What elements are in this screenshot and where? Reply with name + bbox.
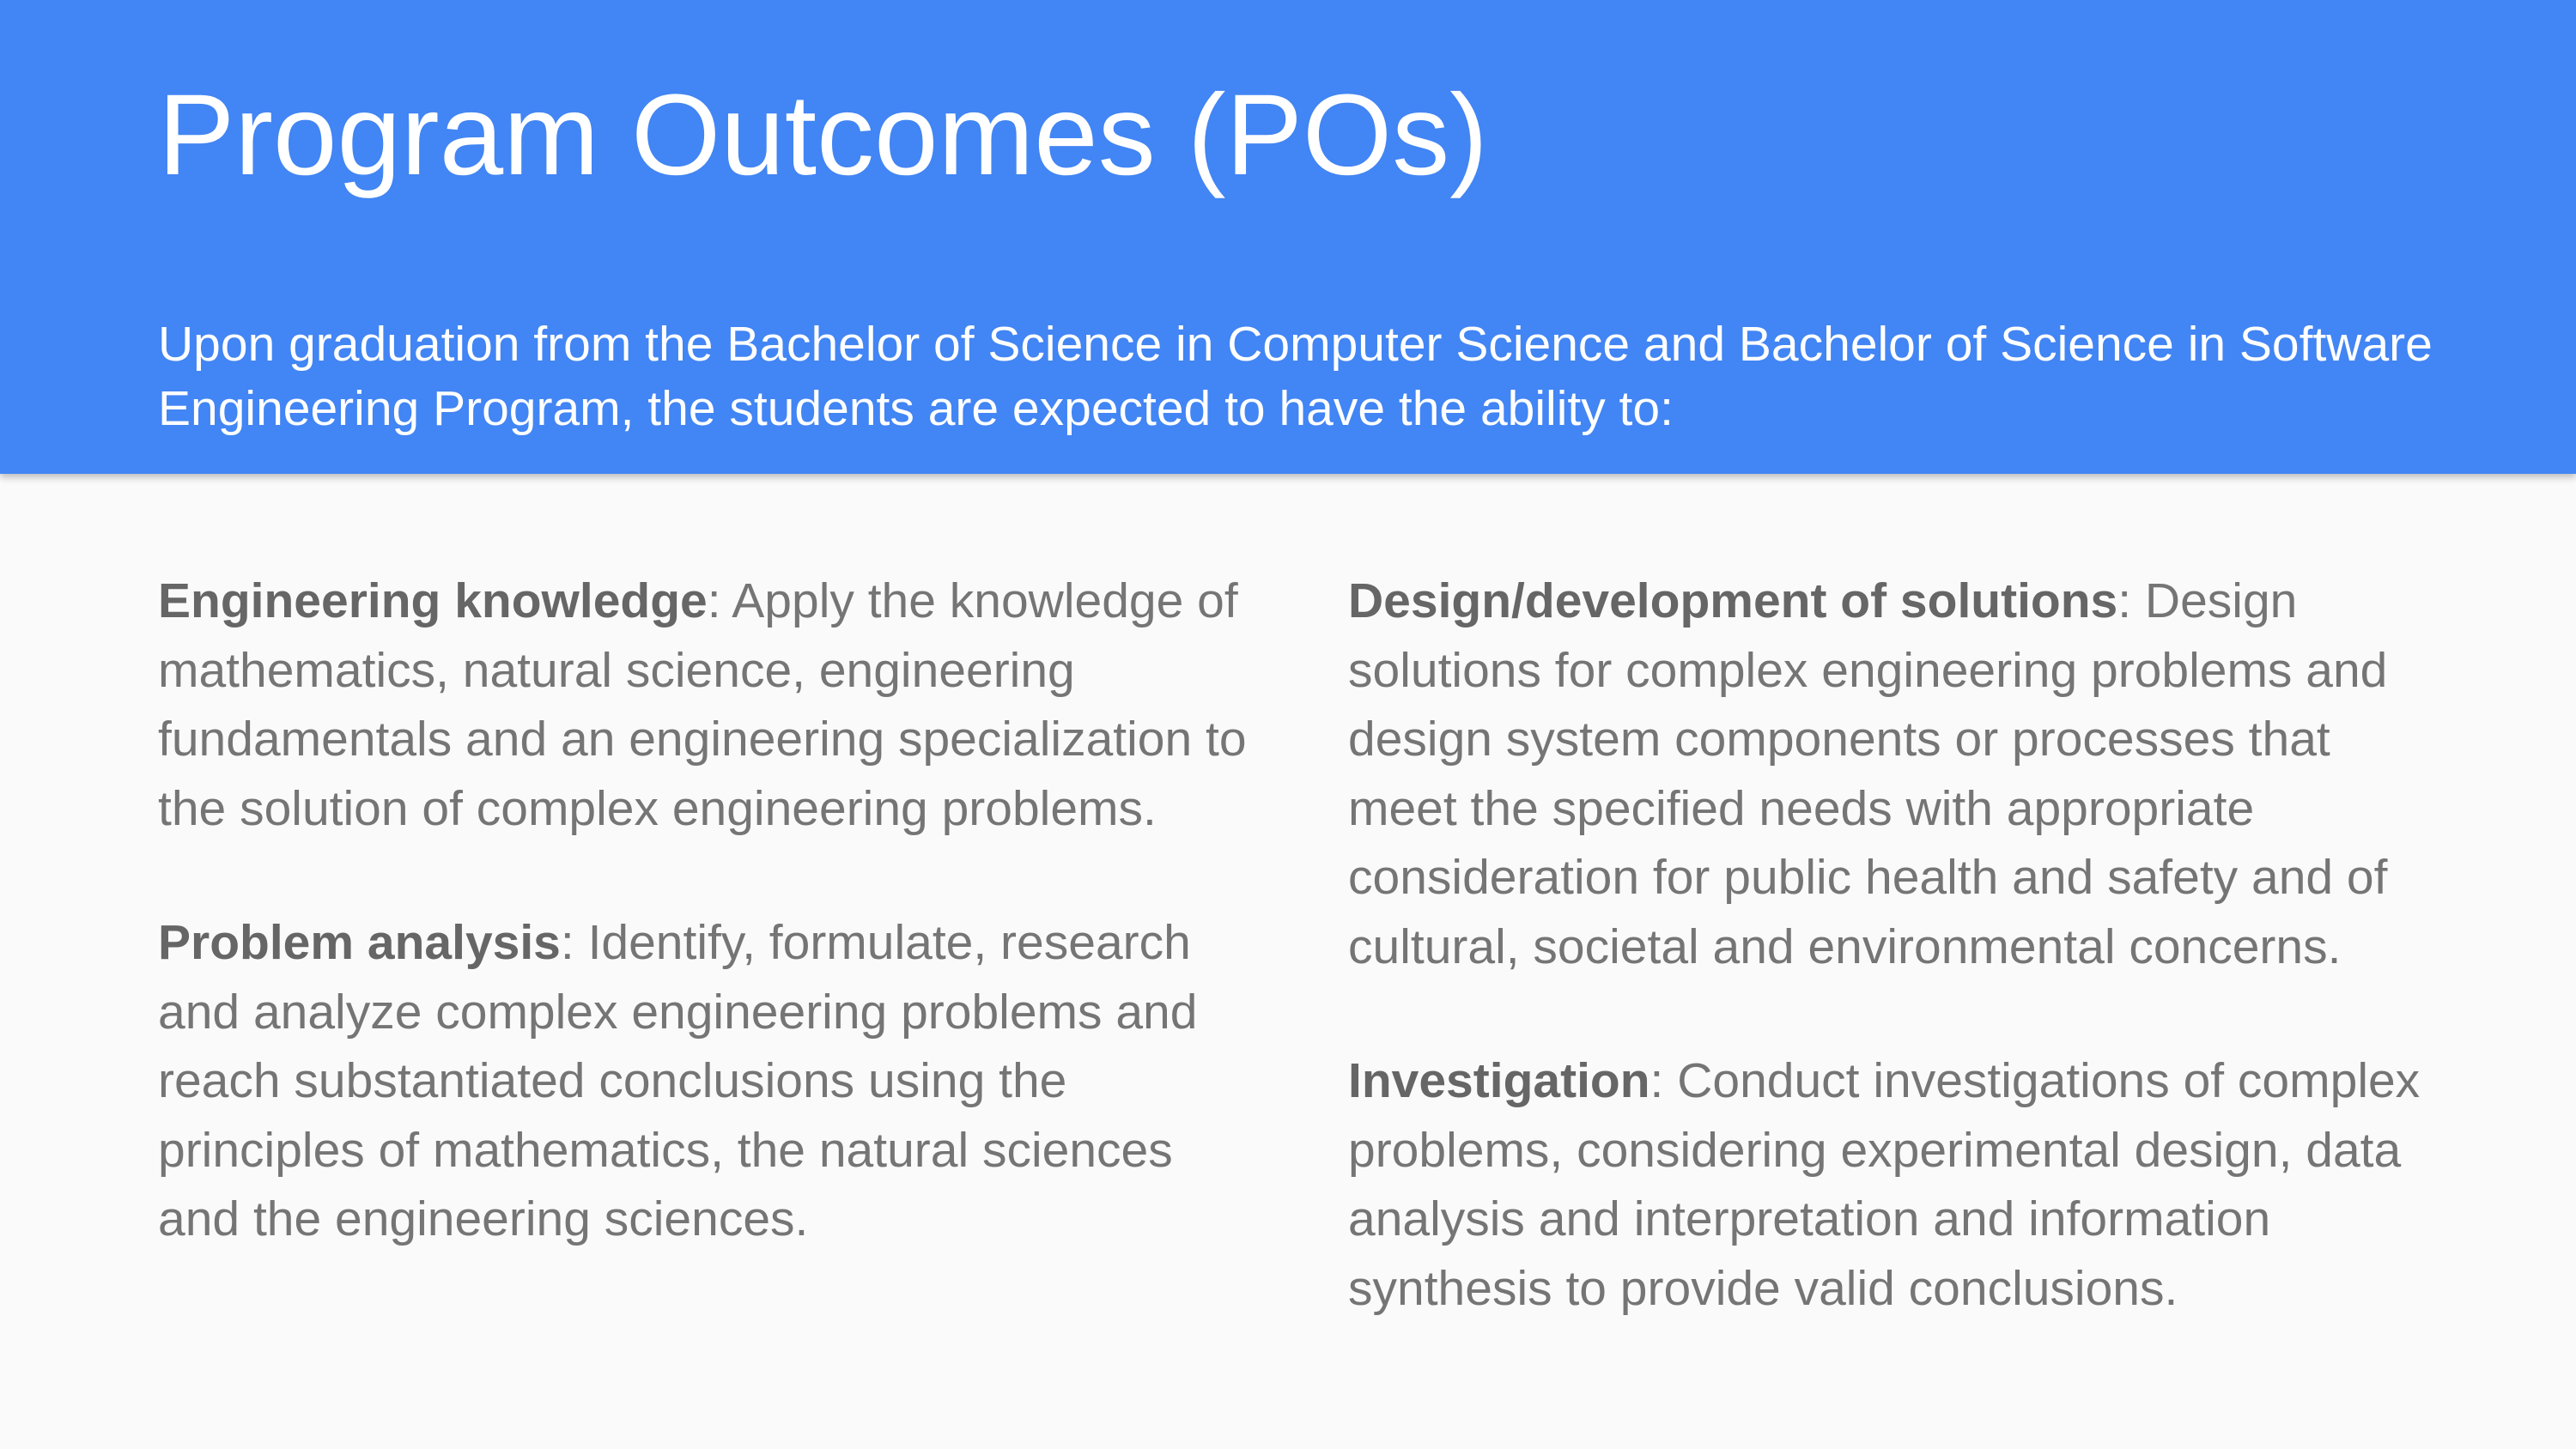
outcome-engineering-knowledge <box>158 567 1257 843</box>
outcome-term: Investigation <box>1348 1053 1650 1108</box>
outcomes-column-right <box>1348 567 2447 1388</box>
header-banner <box>0 0 2576 474</box>
page-subtitle: Upon graduation from the Bachelor of Science in Computer Science and Bachelor of Science in Software Engineering Program, the students are expected to have the ability to: <box>158 317 2433 436</box>
outcomes-column-left <box>158 567 1257 1319</box>
outcome-problem-analysis <box>158 908 1257 1254</box>
outcome-description: : Identify, formulate, research and analyze complex engineering problems and reach substantiated conclusions using the principles of mathematics, the natural sciences and the engineering sciences. <box>158 915 1198 1246</box>
outcome-investigation <box>1348 1046 2447 1323</box>
outcome-term: Design/development of solutions <box>1348 573 2118 628</box>
outcome-description: : Conduct investigations of complex problems, considering experimental design, data analysis and interpretation and information synthesis to provide valid conclusions. <box>1348 1053 2421 1316</box>
outcome-description: : Apply the knowledge of mathematics, natural science, engineering fundamentals and an engineering specialization to the solution of complex engineering problems. <box>158 573 1247 836</box>
outcome-description: : Design solutions for complex engineering problems and design system components or processes that meet the specified needs with appropriate consideration for public health and safety and of cultural, societal and environmental concerns. <box>1348 573 2388 974</box>
page-title: Program Outcomes (POs) <box>158 71 1488 199</box>
outcome-term: Problem analysis <box>158 915 561 970</box>
outcome-design-development <box>1348 567 2447 981</box>
outcome-term: Engineering knowledge <box>158 573 708 628</box>
